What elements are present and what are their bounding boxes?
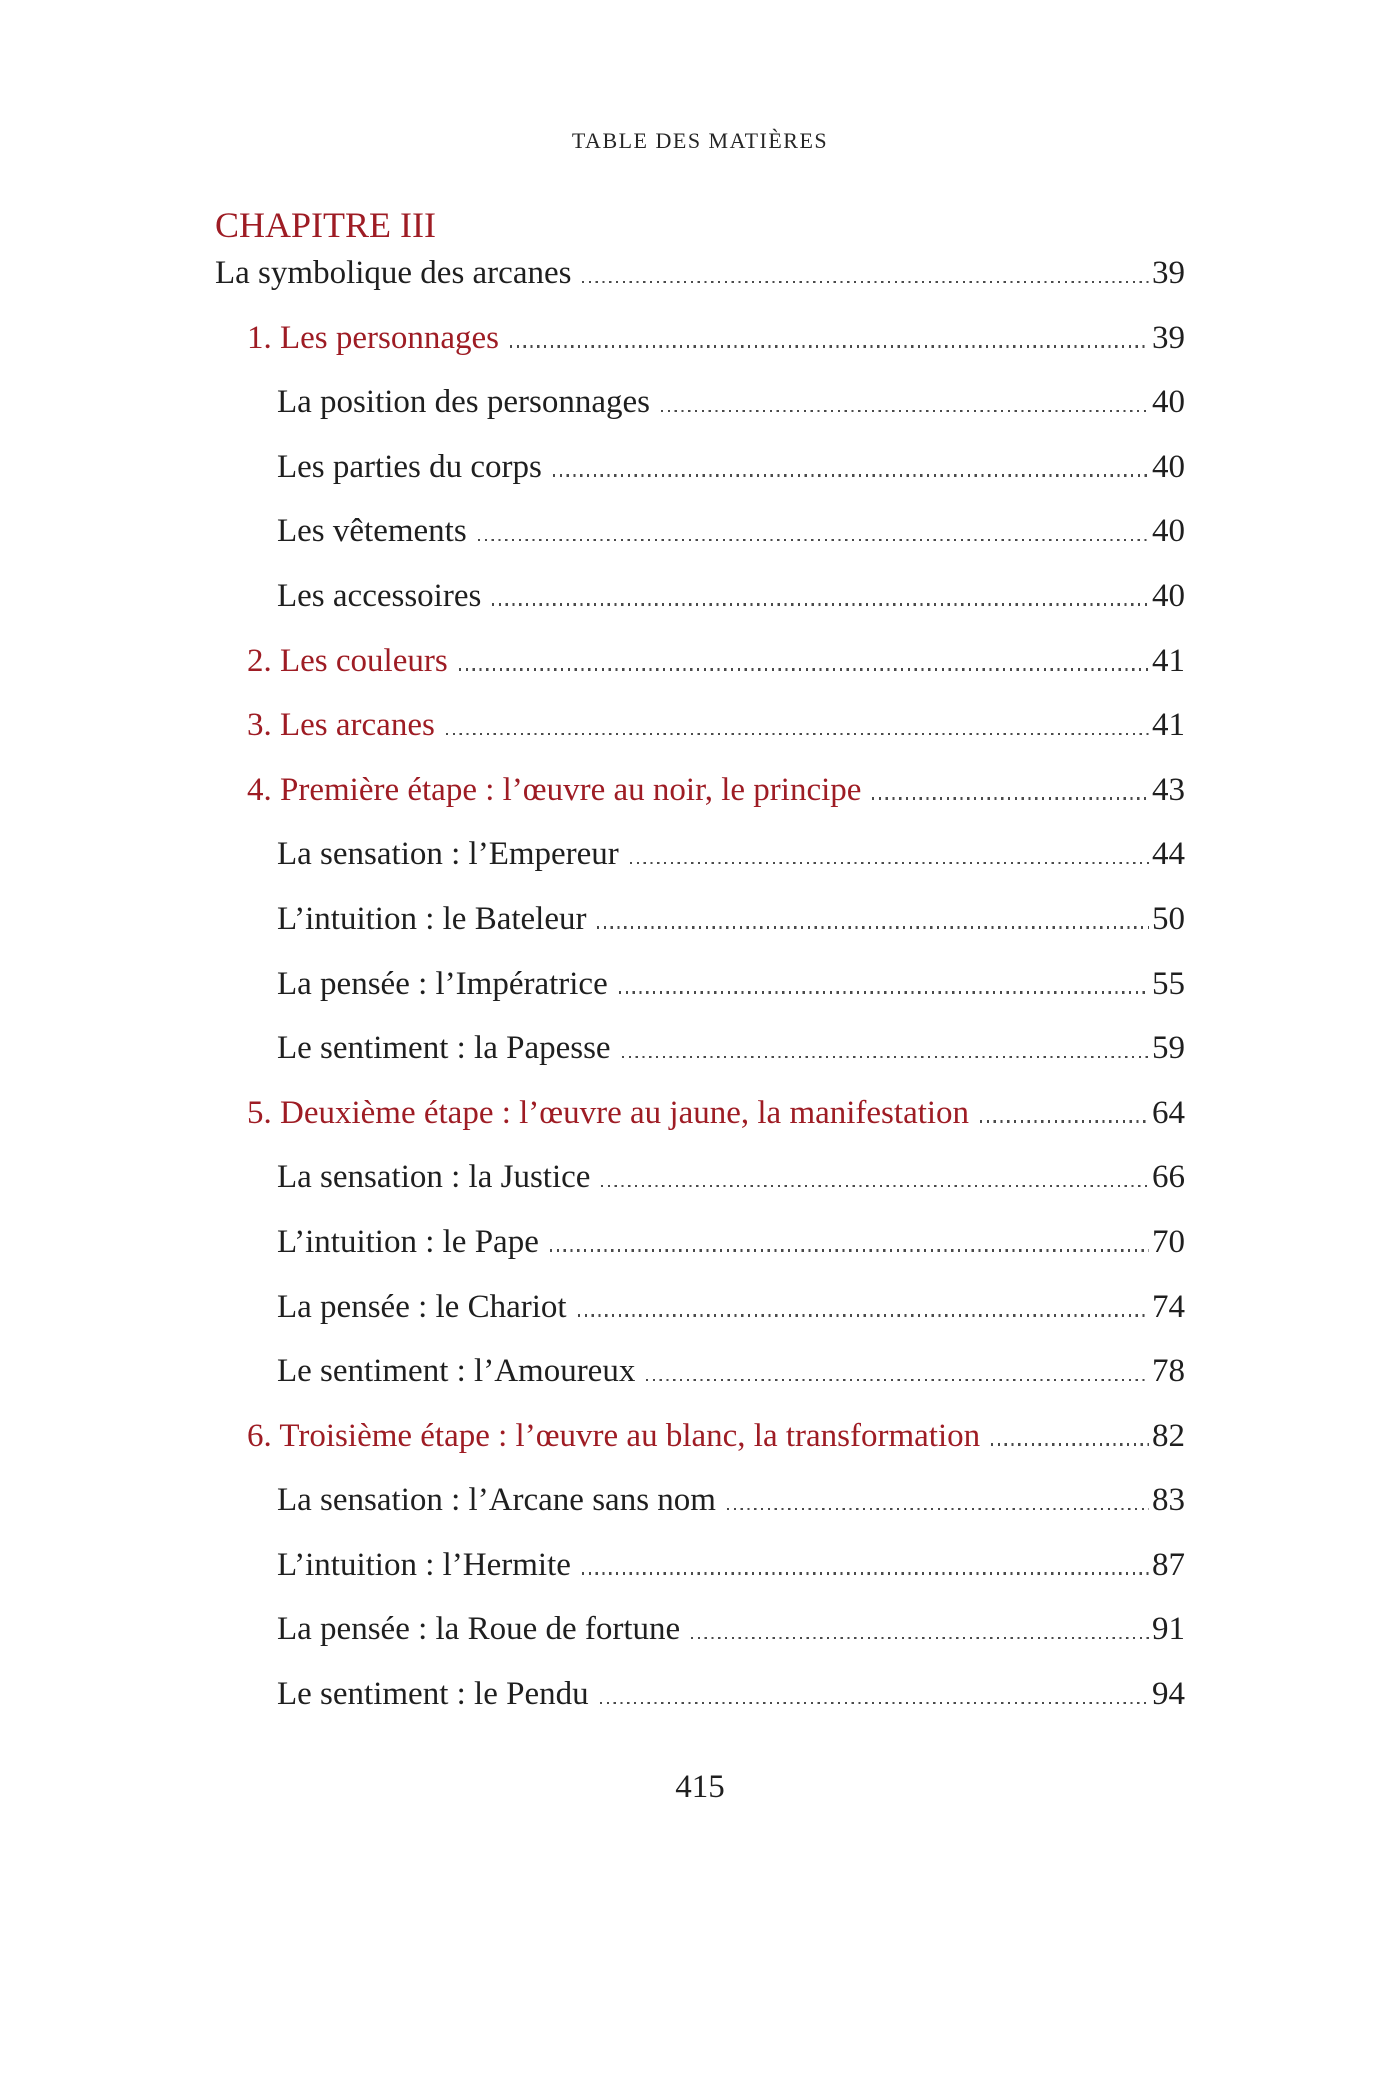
toc-entry-page-number: 40 xyxy=(1152,513,1185,550)
toc-entry-title: Le sentiment : le Pendu xyxy=(277,1676,589,1713)
dotted-leader xyxy=(872,797,1149,800)
toc-entry xyxy=(215,835,1185,900)
toc-entry-title: La symbolique des arcanes xyxy=(215,255,572,291)
toc-entry-page-number: 39 xyxy=(1152,255,1185,291)
dotted-leader xyxy=(550,1249,1149,1252)
toc-entry-title: 3. Les arcanes xyxy=(247,707,435,744)
toc-entry xyxy=(215,1158,1185,1223)
toc-entry xyxy=(215,1481,1185,1546)
toc-entry xyxy=(215,1610,1185,1675)
toc-entry-page-number: 39 xyxy=(1152,319,1185,356)
dotted-leader xyxy=(619,991,1149,994)
toc-entry-title: La sensation : la Justice xyxy=(277,1159,591,1196)
toc-entry-title: La pensée : la Roue de fortune xyxy=(277,1611,681,1648)
toc-entry-title: Les parties du corps xyxy=(277,448,542,485)
toc-entry xyxy=(215,1546,1185,1611)
dotted-leader xyxy=(510,345,1149,348)
toc-entry-title: 1. Les personnages xyxy=(247,319,500,356)
table-of-contents xyxy=(215,254,1185,1740)
toc-entry-page-number: 55 xyxy=(1152,965,1185,1002)
toc-entry-page-number: 40 xyxy=(1152,448,1185,485)
toc-entry-title: La pensée : le Chariot xyxy=(277,1288,567,1325)
toc-entry-page-number: 82 xyxy=(1152,1417,1185,1454)
toc-entry-page-number: 74 xyxy=(1152,1288,1185,1325)
toc-entry xyxy=(215,1675,1185,1740)
dotted-leader xyxy=(630,862,1149,865)
toc-entry-page-number: 87 xyxy=(1152,1546,1185,1583)
footer-page-number: 415 xyxy=(675,1768,725,1805)
toc-entry-title: 2. Les couleurs xyxy=(247,642,448,679)
toc-entry-title: Le sentiment : l’Amoureux xyxy=(277,1353,636,1390)
toc-entry xyxy=(215,254,1185,319)
dotted-leader xyxy=(661,410,1149,413)
page-title: TABLE DES MATIÈRES xyxy=(571,128,829,153)
toc-entry-page-number: 66 xyxy=(1152,1159,1185,1196)
dotted-leader xyxy=(727,1508,1149,1511)
dotted-leader xyxy=(478,539,1149,542)
toc-entry-page-number: 44 xyxy=(1152,836,1185,873)
toc-entry-page-number: 78 xyxy=(1152,1353,1185,1390)
toc-entry-title: Le sentiment : la Papesse xyxy=(277,1030,611,1067)
dotted-leader xyxy=(622,1056,1149,1059)
dotted-leader xyxy=(601,1185,1149,1188)
toc-entry-title: 4. Première étape : l’œuvre au noir, le principe xyxy=(247,771,862,808)
dotted-leader xyxy=(600,1702,1149,1705)
toc-entry-page-number: 41 xyxy=(1152,642,1185,679)
toc-entry-page-number: 83 xyxy=(1152,1482,1185,1519)
toc-entry-title: Les vêtements xyxy=(277,513,467,550)
toc-entry xyxy=(215,771,1185,836)
toc-entry-title: 6. Troisième étape : l’œuvre au blanc, la transformation xyxy=(247,1417,981,1454)
toc-entry-page-number: 41 xyxy=(1152,707,1185,744)
toc-entry-title: La sensation : l’Arcane sans nom xyxy=(277,1482,716,1519)
toc-entry-page-number: 94 xyxy=(1152,1676,1185,1713)
toc-entry-page-number: 40 xyxy=(1152,577,1185,614)
toc-entry xyxy=(215,319,1185,384)
toc-entry xyxy=(215,642,1185,707)
toc-entry xyxy=(215,706,1185,771)
toc-entry-title: La sensation : l’Empereur xyxy=(277,836,619,873)
toc-entry xyxy=(215,448,1185,513)
dotted-leader xyxy=(578,1314,1149,1317)
toc-entry-page-number: 50 xyxy=(1152,900,1185,937)
dotted-leader xyxy=(446,733,1149,736)
dotted-leader xyxy=(597,926,1149,929)
toc-entry xyxy=(215,1094,1185,1159)
toc-entry xyxy=(215,1288,1185,1353)
toc-entry-title: 5. Deuxième étape : l’œuvre au jaune, la manifestation xyxy=(247,1094,970,1131)
toc-entry-page-number: 64 xyxy=(1152,1094,1185,1131)
toc-entry xyxy=(215,577,1185,642)
toc-entry xyxy=(215,512,1185,577)
dotted-leader xyxy=(459,668,1149,671)
toc-entry-page-number: 40 xyxy=(1152,384,1185,421)
toc-entry xyxy=(215,383,1185,448)
toc-entry-title: L’intuition : le Pape xyxy=(277,1223,539,1260)
toc-entry xyxy=(215,1352,1185,1417)
toc-entry-page-number: 70 xyxy=(1152,1223,1185,1260)
toc-entry-page-number: 91 xyxy=(1152,1611,1185,1648)
toc-entry xyxy=(215,1029,1185,1094)
toc-entry-page-number: 43 xyxy=(1152,771,1185,808)
toc-entry xyxy=(215,900,1185,965)
dotted-leader xyxy=(582,281,1149,284)
toc-entry-title: La pensée : l’Impératrice xyxy=(277,965,608,1002)
dotted-leader xyxy=(492,603,1149,606)
dotted-leader xyxy=(646,1379,1149,1382)
toc-entry xyxy=(215,1223,1185,1288)
dotted-leader xyxy=(582,1572,1149,1575)
toc-entry-page-number: 59 xyxy=(1152,1030,1185,1067)
dotted-leader xyxy=(980,1120,1149,1123)
toc-entry-title: Les accessoires xyxy=(277,577,482,614)
chapter-heading: CHAPITRE III xyxy=(215,205,436,245)
dotted-leader xyxy=(691,1637,1149,1640)
toc-entry xyxy=(215,1417,1185,1482)
toc-entry-title: L’intuition : le Bateleur xyxy=(277,900,587,937)
dotted-leader xyxy=(991,1443,1149,1446)
dotted-leader xyxy=(553,474,1149,477)
toc-entry-title: La position des personnages xyxy=(277,384,651,421)
toc-entry-title: L’intuition : l’Hermite xyxy=(277,1546,571,1583)
toc-entry xyxy=(215,965,1185,1030)
